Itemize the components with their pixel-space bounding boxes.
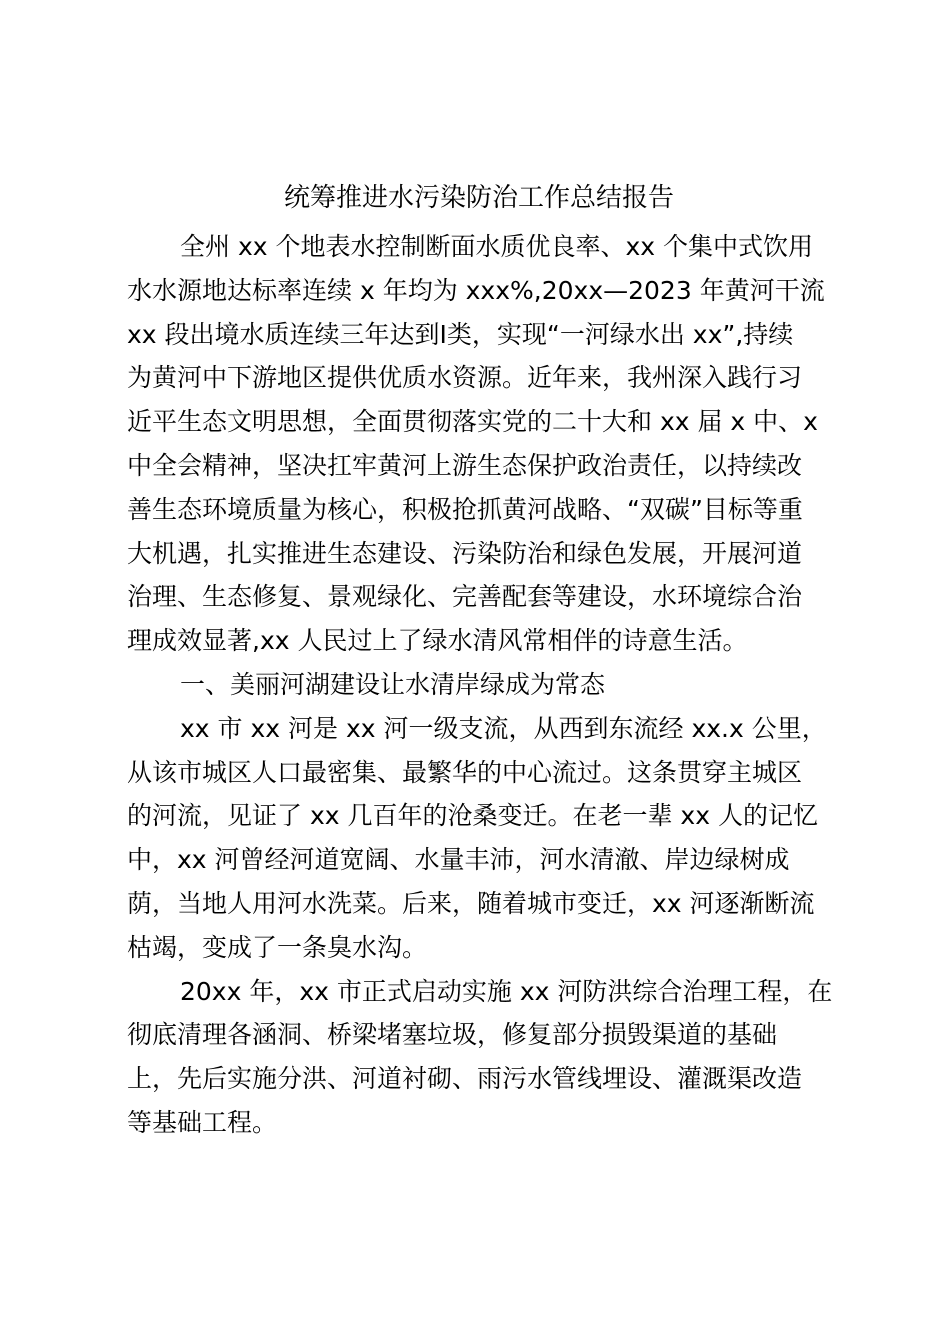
paragraph-1-line-1: 全州 xx 个地表水控制断面水质优良率、xx 个集中式饮用 (180, 232, 814, 261)
paragraph-1-line-6: 中全会精神，坚决扛牢黄河上游生态保护政治责任，以持续改 (127, 450, 803, 480)
paragraph-1-line-8: 大机遇，扎实推进生态建设、污染防治和绿色发展，开展河道 (127, 538, 803, 568)
paragraph-2-line-5: 荫，当地人用河水洗菜。后来，随着城市变迁，xx 河逐渐断流 (127, 888, 815, 918)
paragraph-1-line-2: 水水源地达标率连续 x 年均为 xxx%,20xx—2023 年黄河干流 (127, 275, 825, 305)
paragraph-3-line-4: 等基础工程。 (127, 1107, 278, 1137)
paragraph-3-line-1: 20xx 年，xx 市正式启动实施 xx 河防洪综合治理工程，在 (180, 976, 833, 1006)
section-heading-1: 一、美丽河湖建设让水清岸绿成为常态 (180, 669, 606, 699)
document-title: 统筹推进水污染防治工作总结报告 (283, 183, 674, 213)
paragraph-1-line-5: 近平生态文明思想，全面贯彻落实党的二十大和 xx 届 x 中、x (127, 407, 818, 437)
paragraph-1-line-7: 善生态环境质量为核心，积极抢抓黄河战略、“双碳”目标等重 (127, 494, 803, 524)
paragraph-2-line-1: xx 市 xx 河是 xx 河一级支流，从西到东流经 xx.x 公里， (180, 713, 827, 743)
paragraph-3-line-3: 上，先后实施分洪、河道衬砌、雨污水管线埋设、灌溉渠改造 (127, 1064, 803, 1094)
paragraph-2-line-2: 从该市城区人口最密集、最繁华的中心流过。这条贯穿主城区 (127, 757, 803, 787)
paragraph-3-line-2: 彻底清理各涵洞、桥梁堵塞垃圾，修复部分损毁渠道的基础 (127, 1020, 778, 1050)
paragraph-2-line-4: 中，xx 河曾经河道宽阔、水量丰沛，河水清澈、岸边绿树成 (127, 845, 790, 875)
paragraph-2-line-6: 枯竭，变成了一条臭水沟。 (127, 932, 428, 962)
paragraph-1-line-9: 治理、生态修复、景观绿化、完善配套等建设，水环境综合治 (127, 582, 803, 612)
paragraph-1-line-4: 为黄河中下游地区提供优质水资源。近年来，我州深入践行习 (127, 363, 803, 393)
document-body (127, 225, 839, 1145)
paragraph-1-line-10: 理成效显著,xx 人民过上了绿水清风常相伴的诗意生活。 (127, 626, 748, 656)
paragraph-2-line-3: 的河流，见证了 xx 几百年的沧桑变迁。在老一辈 xx 人的记忆 (127, 801, 818, 831)
paragraph-1-line-3: xx 段出境水质连续三年达到Ⅰ类，实现“一河绿水出 xx”,持续 (127, 319, 794, 349)
